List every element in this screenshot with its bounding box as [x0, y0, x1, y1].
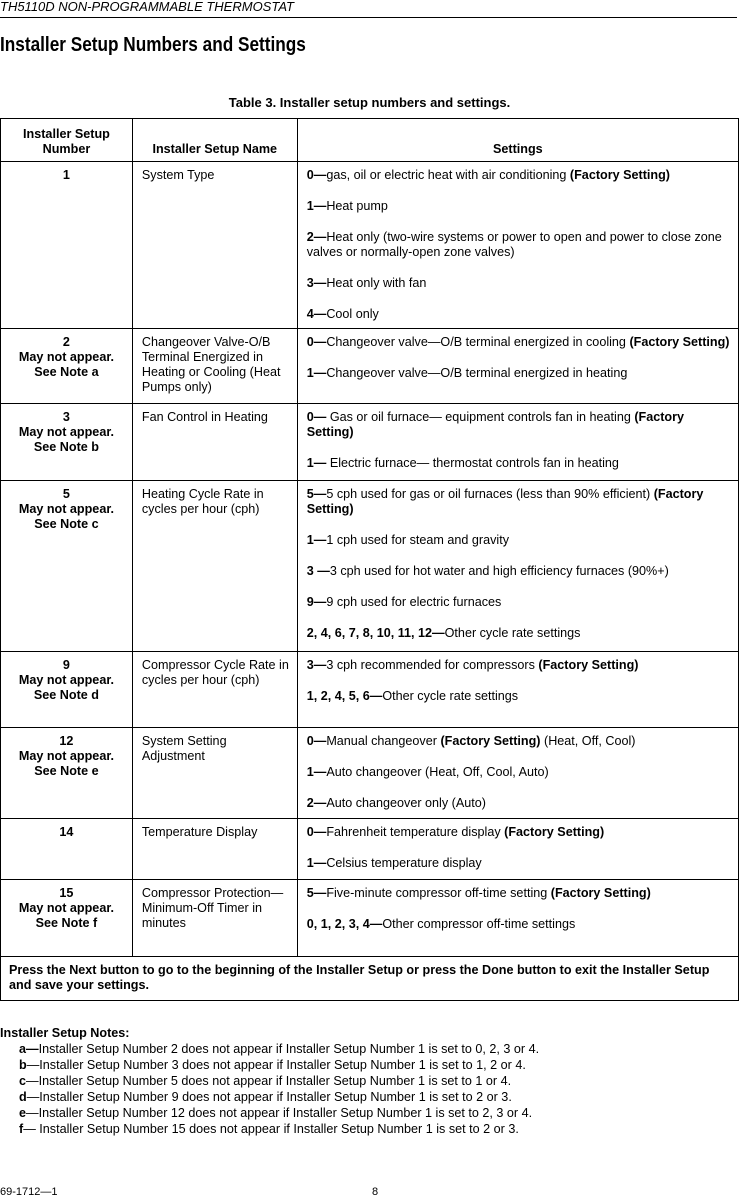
setting-option [307, 856, 734, 871]
setting-description: 5 cph used for gas or oil furnaces (less than 90% efficient) [326, 487, 654, 501]
setup-number-cell [1, 652, 133, 728]
note-letter: f [19, 1122, 24, 1136]
setup-number-note: May not appear. See Note c [18, 502, 115, 531]
setup-name: Compressor Cycle Rate in cycles per hour (cph) [132, 652, 297, 728]
setup-name: Heating Cycle Rate in cycles per hour (cph) [132, 481, 297, 652]
setting-description: Changeover valve—O/B terminal energized in heating [326, 366, 628, 380]
table-row [1, 652, 739, 728]
table-row [1, 404, 739, 481]
note-item [0, 1121, 539, 1137]
setting-option [307, 307, 734, 322]
setting-option [307, 626, 734, 641]
setting-description: 9 cph used for electric furnaces [326, 595, 502, 609]
setting-option [307, 796, 734, 811]
setting-code: 1— [306, 856, 327, 870]
setting-code: 1— [306, 366, 327, 380]
setting-description: 1 cph used for steam and gravity [326, 533, 510, 547]
setup-number-note: May not appear. See Note a [18, 350, 115, 379]
factory-setting-label: (Factory Setting) [629, 335, 730, 349]
setup-name: Temperature Display [132, 819, 297, 880]
setting-description: Gas or oil furnace— equipment controls fan in heating [329, 410, 635, 424]
note-text: —Installer Setup Number 9 does not appear if Installer Setup Number 1 is set to 2 or 3. [26, 1090, 512, 1104]
setting-option [307, 199, 734, 214]
note-text: —Installer Setup Number 5 does not appear if Installer Setup Number 1 is set to 1 or 4. [26, 1074, 512, 1088]
setup-number-note: May not appear. See Note f [18, 901, 115, 930]
setting-option [307, 564, 734, 579]
setting-code: 1— [306, 533, 327, 547]
setup-number: 14 [59, 825, 74, 839]
setting-code: 0, 1, 2, 3, 4— [306, 917, 383, 931]
setting-code: 3 — [306, 564, 330, 578]
factory-setting-label: (Factory Setting) [306, 410, 685, 439]
setting-code: 5— [306, 487, 327, 501]
setting-description: Heat pump [326, 199, 388, 213]
setting-description: Manual changeover [326, 734, 441, 748]
setting-description: Auto changeover (Heat, Off, Cool, Auto) [326, 765, 549, 779]
table-row [1, 162, 739, 329]
running-title: TH5110D NON-PROGRAMMABLE THERMOSTAT [0, 0, 294, 14]
setting-option [307, 276, 734, 291]
setting-option [307, 917, 734, 932]
setting-code: 2, 4, 6, 7, 8, 10, 11, 12— [306, 626, 445, 640]
setting-description: Other cycle rate settings [444, 626, 581, 640]
setting-code: 5— [306, 886, 327, 900]
setup-number: 1 [62, 168, 70, 182]
setting-description: Heat only (two-wire systems or power to open and power to close zone valves or normally-open zone valves) [306, 230, 722, 259]
setup-name: Changeover Valve-O/B Terminal Energized in Heating or Cooling (Heat Pumps only) [132, 329, 297, 404]
note-item [0, 1089, 539, 1105]
setup-name: Fan Control in Heating [132, 404, 297, 481]
setting-option [307, 230, 734, 260]
setting-option [307, 886, 734, 901]
setting-option [307, 168, 734, 183]
setup-number: 9 [62, 658, 70, 672]
setup-settings-cell [297, 880, 738, 957]
table-body [1, 162, 739, 957]
setting-description: Auto changeover only (Auto) [326, 796, 486, 810]
setting-code: 3— [306, 276, 327, 290]
setup-settings-cell [297, 404, 738, 481]
setting-option [307, 487, 734, 517]
setup-number-note: May not appear. See Note e [18, 749, 115, 778]
setting-option [307, 765, 734, 780]
factory-setting-label: (Factory Setting) [569, 168, 670, 182]
setting-option [307, 595, 734, 610]
setup-name: Compressor Protection— Minimum-Off Timer in minutes [132, 880, 297, 957]
column-header-number: Installer Setup Number [1, 119, 133, 162]
setting-code: 4— [306, 307, 327, 321]
setting-option [307, 734, 734, 749]
setting-code: 2— [306, 230, 327, 244]
setting-description: Cool only [326, 307, 379, 321]
table-row [1, 481, 739, 652]
table-row [1, 728, 739, 819]
setting-option [307, 456, 734, 471]
table-caption: Table 3. Installer setup numbers and settings. [228, 95, 511, 110]
setup-settings-cell [297, 162, 738, 329]
table-row [1, 880, 739, 957]
note-item [0, 1041, 539, 1057]
column-header-name: Installer Setup Name [132, 119, 297, 162]
note-item [0, 1105, 539, 1121]
setting-code: 0— [306, 734, 327, 748]
setting-option [307, 689, 734, 704]
setting-code: 1— [306, 765, 327, 779]
factory-setting-label: (Factory Setting) [504, 825, 605, 839]
setting-description: Celsius temperature display [326, 856, 482, 870]
setup-number-cell [1, 728, 133, 819]
installer-setup-notes [0, 1025, 539, 1137]
setting-description: 3 cph recommended for compressors [326, 658, 539, 672]
setting-code: 0— [306, 168, 327, 182]
note-letter: e [19, 1106, 27, 1120]
notes-title: Installer Setup Notes: [0, 1026, 130, 1040]
table-row [1, 329, 739, 404]
setup-number-cell [1, 162, 133, 329]
setting-description-suffix: (Heat, Off, Cool) [540, 734, 636, 748]
setting-option [307, 533, 734, 548]
factory-setting-label: (Factory Setting) [550, 886, 651, 900]
note-letter: b [19, 1058, 27, 1072]
setting-option [307, 410, 734, 440]
setup-number-note: May not appear. See Note b [18, 425, 115, 454]
note-item [0, 1057, 539, 1073]
setting-code: 1— [306, 199, 327, 213]
setup-number: 12 [59, 734, 74, 748]
column-header-settings: Settings [297, 119, 738, 162]
note-text: —Installer Setup Number 12 does not appear if Installer Setup Number 1 is set to 2, 3 or 4. [26, 1106, 533, 1120]
setup-number-cell [1, 481, 133, 652]
setup-settings-cell [297, 329, 738, 404]
factory-setting-label: (Factory Setting) [440, 734, 541, 748]
note-text: —Installer Setup Number 3 does not appear if Installer Setup Number 1 is set to 1, 2 or 4. [26, 1058, 526, 1072]
setup-number-cell [1, 880, 133, 957]
setup-number-cell [1, 819, 133, 880]
setting-option [307, 658, 734, 673]
setting-description: Heat only with fan [326, 276, 427, 290]
note-text: — Installer Setup Number 15 does not appear if Installer Setup Number 1 is set to 2 or 3. [23, 1122, 519, 1136]
setup-settings-cell [297, 819, 738, 880]
factory-setting-label: (Factory Setting) [538, 658, 639, 672]
note-letter: d [19, 1090, 27, 1104]
installer-setup-table [0, 118, 739, 1001]
note-text: Installer Setup Number 2 does not appear if Installer Setup Number 1 is set to 0, 2, 3 or 4. [38, 1042, 540, 1056]
notes-list [0, 1041, 539, 1137]
table-footer-note: Press the Next button to go to the beginning of the Installer Setup or press the Done button to exit the Installer Setup and save your settings. [1, 957, 739, 1001]
factory-setting-label: (Factory Setting) [306, 487, 704, 516]
setting-option [307, 335, 734, 350]
setup-number-cell [1, 329, 133, 404]
setting-description: Electric furnace— thermostat controls fan in heating [329, 456, 619, 470]
setting-code: 3— [306, 658, 327, 672]
setting-code: 0— [306, 825, 327, 839]
setting-option [307, 366, 734, 381]
setup-settings-cell [297, 728, 738, 819]
setup-name: System Type [132, 162, 297, 329]
setup-number: 2 [62, 335, 70, 349]
note-letter: a— [19, 1042, 39, 1056]
note-letter: c [19, 1074, 27, 1088]
setting-code: 2— [306, 796, 327, 810]
page-number: 8 [372, 1186, 379, 1198]
setting-description: Other compressor off-time settings [382, 917, 576, 931]
setup-settings-cell [297, 652, 738, 728]
setting-option [307, 825, 734, 840]
document-number: 69-1712—1 [0, 1186, 58, 1198]
setting-description: Fahrenheit temperature display [326, 825, 505, 839]
setting-description: Five-minute compressor off-time setting [326, 886, 551, 900]
setting-code: 1, 2, 4, 5, 6— [306, 689, 383, 703]
setting-code: 1— [306, 456, 330, 470]
setup-settings-cell [297, 481, 738, 652]
setting-description: 3 cph used for hot water and high efficiency furnaces (90%+) [329, 564, 669, 578]
note-item [0, 1073, 539, 1089]
setting-code: 0— [306, 335, 327, 349]
setting-description: gas, oil or electric heat with air conditioning [326, 168, 570, 182]
running-header [0, 0, 737, 18]
setting-code: 0— [306, 410, 330, 424]
setup-number: 5 [62, 487, 70, 501]
table-row [1, 819, 739, 880]
setup-number-cell [1, 404, 133, 481]
setup-name: System Setting Adjustment [132, 728, 297, 819]
setup-number-note: May not appear. See Note d [18, 673, 115, 702]
page-title: Installer Setup Numbers and Settings [0, 34, 306, 56]
setting-code: 9— [306, 595, 327, 609]
setup-number: 15 [59, 886, 74, 900]
setting-description: Changeover valve—O/B terminal energized in cooling [326, 335, 630, 349]
setting-description: Other cycle rate settings [382, 689, 519, 703]
setup-number: 3 [62, 410, 70, 424]
